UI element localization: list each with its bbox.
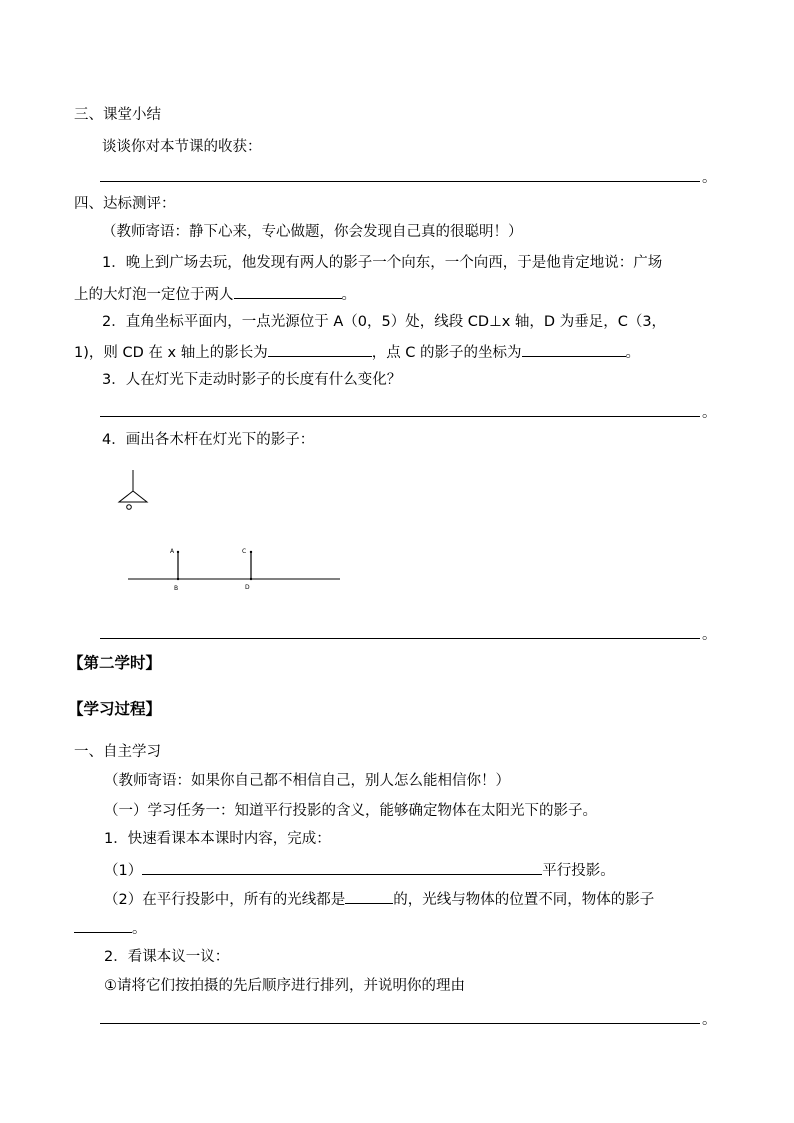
question-text: ，点 C 的影子的坐标为 bbox=[371, 345, 522, 361]
lamp-poles-diagram bbox=[110, 462, 350, 602]
period-mark: 。 bbox=[132, 921, 147, 937]
answer-blank[interactable] bbox=[234, 283, 342, 299]
period-mark: 。 bbox=[702, 627, 717, 643]
question-1-line-2 bbox=[74, 283, 356, 305]
item-1: 1．快速看课本本课时内容，完成： bbox=[104, 831, 331, 847]
period-mark: 。 bbox=[625, 345, 641, 361]
answer-line[interactable] bbox=[100, 1023, 700, 1024]
answer-line[interactable] bbox=[100, 181, 700, 182]
lamp-icon bbox=[119, 470, 147, 509]
item-2-1: ①请将它们按拍摄的先后顺序进行排列，并说明你的理由 bbox=[104, 978, 465, 994]
question-1-line-1: 1．晚上到广场去玩，他发现有两人的影子一个向东，一个向西，于是他肯定地说：广场 bbox=[102, 255, 663, 271]
section-heading: 四、达标测评： bbox=[74, 196, 176, 212]
lesson-title: 【第二学时】 bbox=[68, 654, 162, 672]
section-heading: 一、自主学习 bbox=[74, 744, 161, 760]
answer-blank[interactable] bbox=[268, 341, 372, 357]
pole-cd bbox=[242, 548, 252, 591]
point-label-a: A bbox=[170, 548, 175, 555]
period-mark: 。 bbox=[702, 170, 717, 186]
item-1-1 bbox=[104, 859, 615, 881]
item-1-2 bbox=[104, 888, 654, 910]
point-label-c: C bbox=[242, 548, 247, 555]
item-2: 2．看课本议一议： bbox=[104, 949, 230, 965]
question-text: 1)，则 CD 在 x 轴上的影长为 bbox=[74, 345, 268, 361]
prompt-text: 谈谈你对本节课的收获： bbox=[102, 139, 262, 155]
question-2-line-2 bbox=[74, 341, 640, 363]
answer-blank[interactable] bbox=[142, 859, 542, 875]
section-heading: 三、课堂小结 bbox=[74, 107, 161, 123]
point-label-d: D bbox=[245, 584, 250, 591]
answer-blank[interactable] bbox=[345, 888, 393, 904]
answer-line[interactable] bbox=[100, 416, 700, 417]
item-text: （2）在平行投影中，所有的光线都是 bbox=[104, 892, 346, 908]
task-1: （一）学习任务一：知道平行投影的含义，能够确定物体在太阳光下的影子。 bbox=[104, 803, 597, 819]
item-suffix: 平行投影。 bbox=[542, 863, 615, 879]
answer-blank[interactable] bbox=[522, 341, 626, 357]
process-title: 【学习过程】 bbox=[68, 700, 162, 718]
point-label-b: B bbox=[174, 585, 179, 592]
item-1-2-continued bbox=[74, 917, 147, 939]
answer-line[interactable] bbox=[100, 638, 700, 639]
question-2-line-1: 2．直角坐标平面内，一点光源位于 A（0，5）处，线段 CD⊥x 轴，D 为垂足，C（3， bbox=[102, 314, 667, 330]
item-prefix: （1） bbox=[104, 863, 143, 879]
question-text: 上的大灯泡一定位于两人 bbox=[74, 287, 234, 303]
teacher-note: （教师寄语：静下心来，专心做题，你会发现自己真的很聪明！） bbox=[102, 224, 523, 240]
question-3: 3．人在灯光下走动时影子的长度有什么变化？ bbox=[102, 372, 402, 388]
period-mark: 。 bbox=[341, 287, 356, 303]
answer-blank[interactable] bbox=[74, 917, 132, 933]
teacher-note: （教师寄语：如果你自己都不相信自己，别人怎么能相信你！） bbox=[104, 773, 510, 789]
item-text: 的，光线与物体的位置不同，物体的影子 bbox=[393, 892, 655, 908]
question-4: 4．画出各木杆在灯光下的影子： bbox=[102, 432, 315, 448]
pole-ab bbox=[170, 548, 179, 592]
period-mark: 。 bbox=[702, 1012, 717, 1028]
period-mark: 。 bbox=[702, 405, 717, 421]
